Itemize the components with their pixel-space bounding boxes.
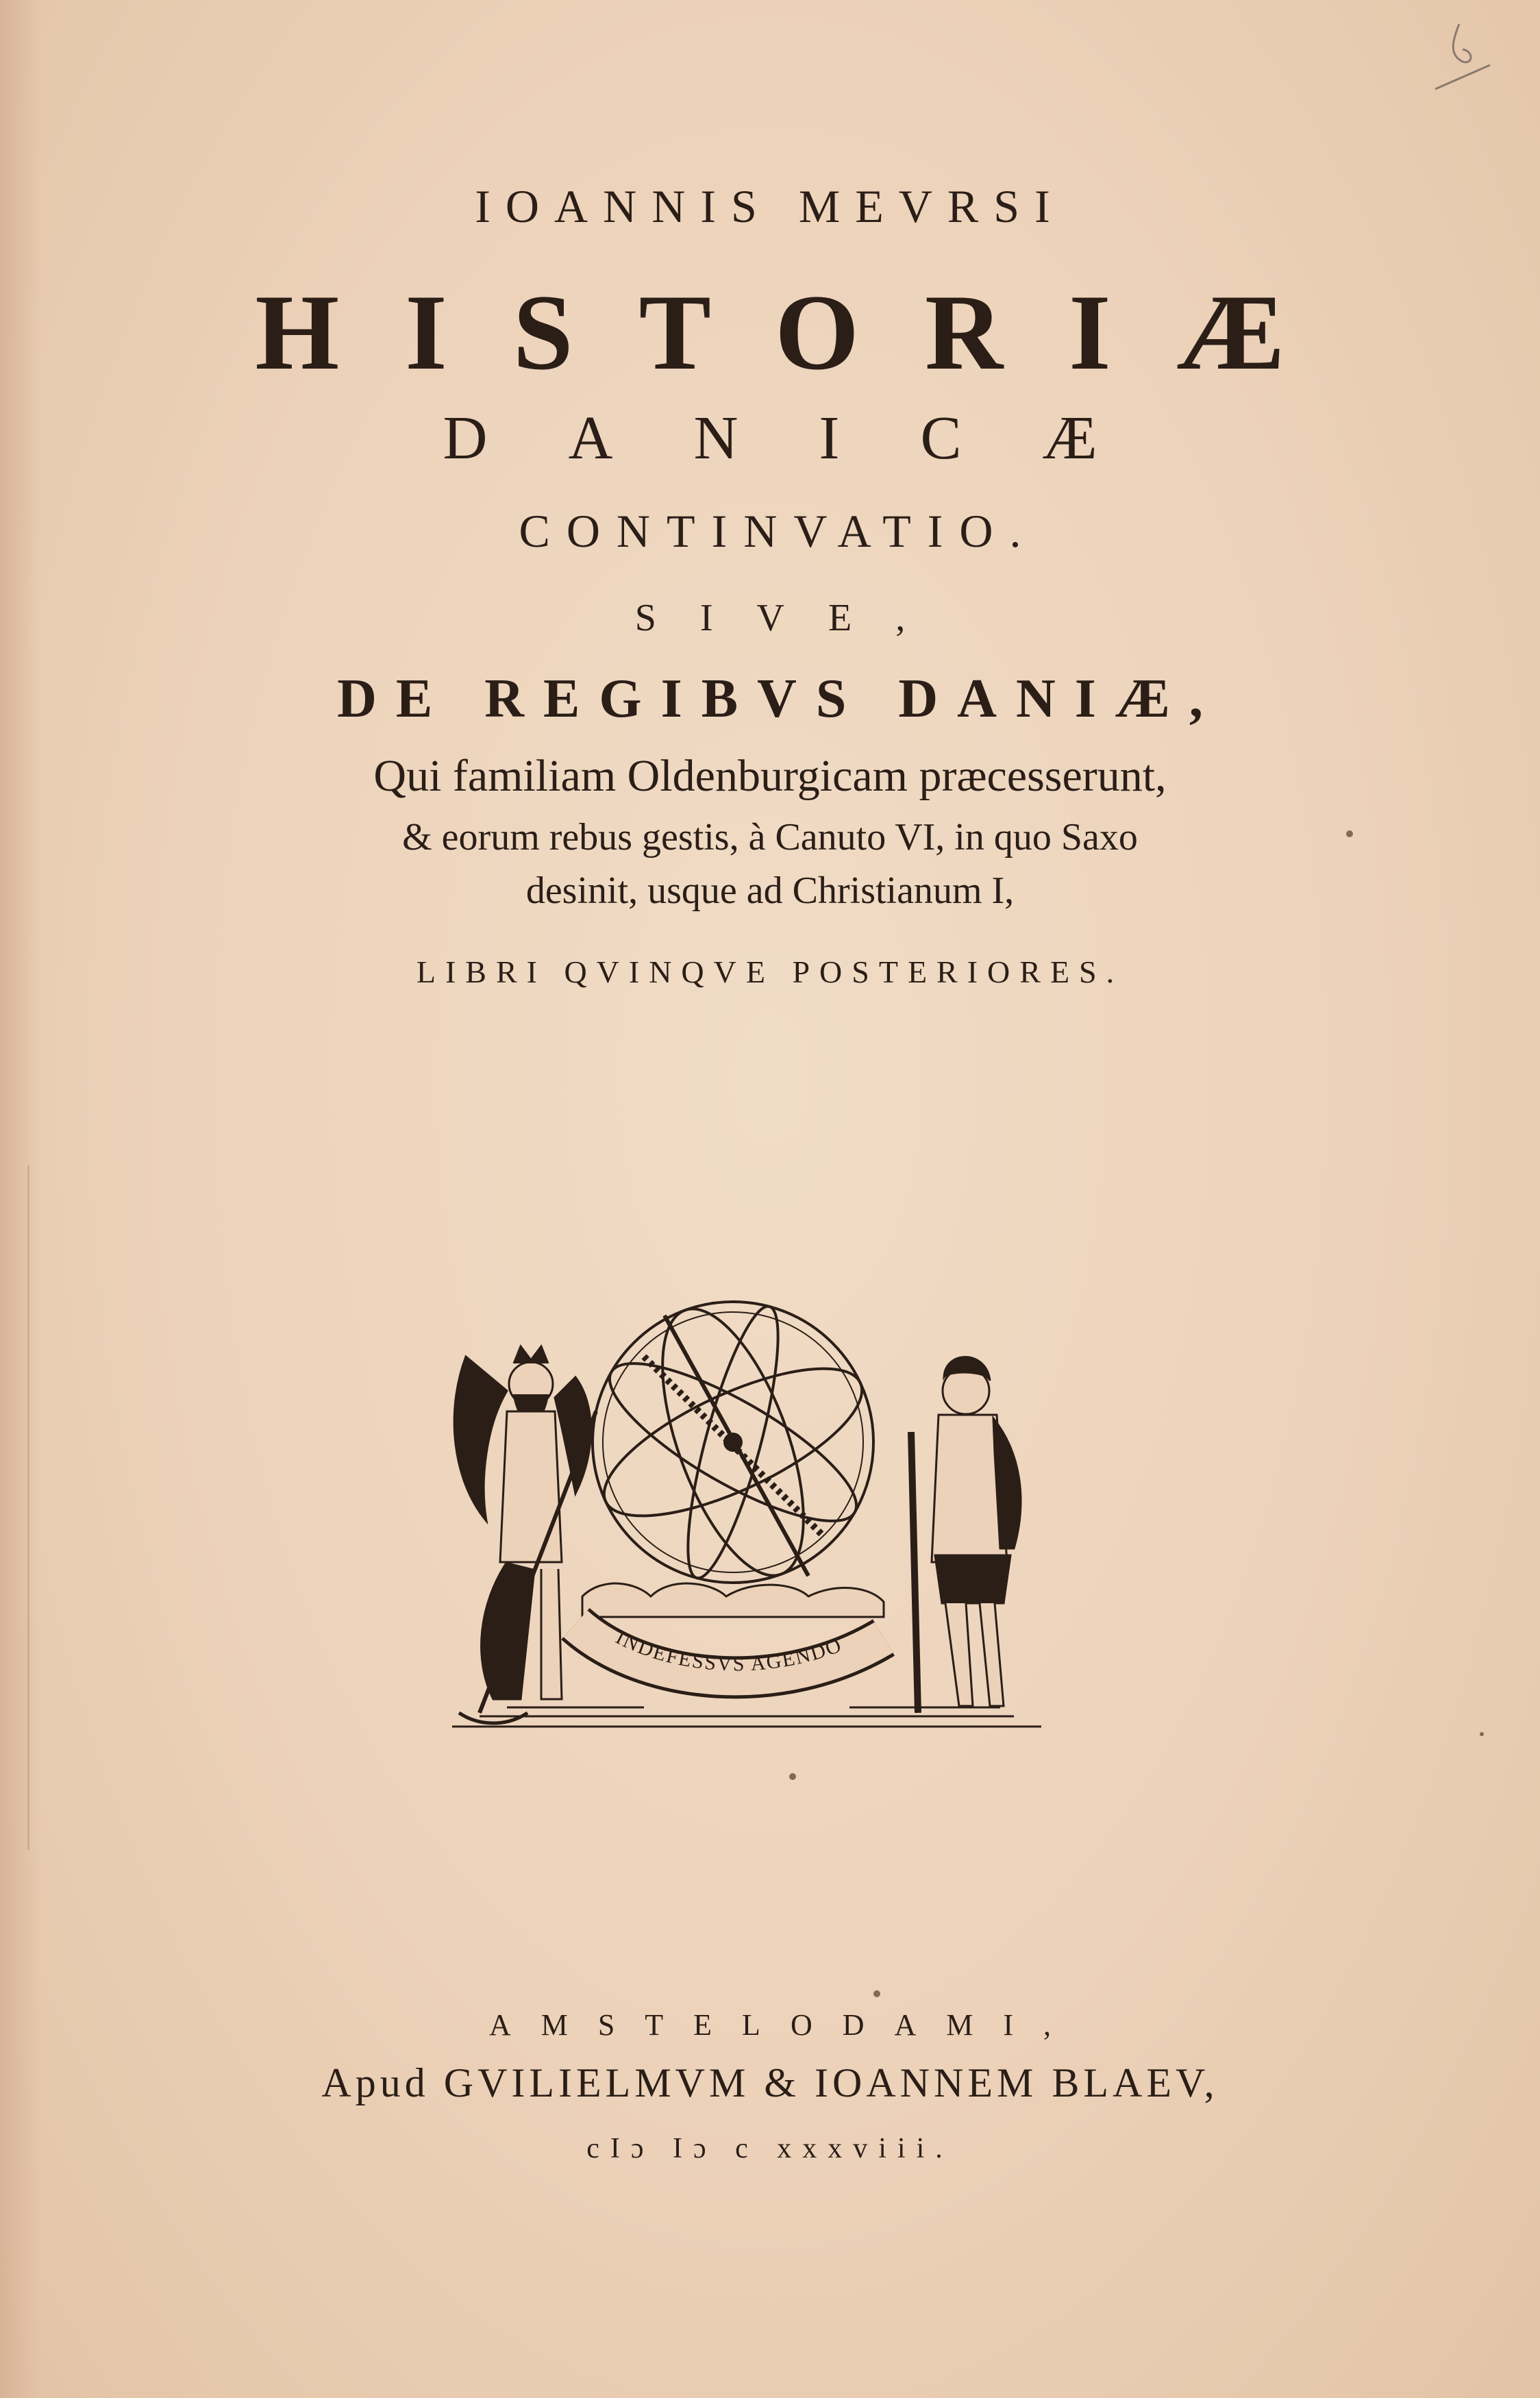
imprint-date: cIɔ Iɔ c xxxviii. bbox=[586, 2133, 954, 2164]
main-title: HISTORIÆ bbox=[255, 273, 1351, 393]
author-name: IOANNIS MEVRSI bbox=[475, 180, 1065, 232]
main-title-line3: CONTINVATIO. bbox=[519, 505, 1038, 557]
winged-figure-icon bbox=[454, 1346, 596, 1723]
ground-hatching bbox=[452, 1707, 1041, 1727]
foxing-spot bbox=[789, 1773, 796, 1780]
printer-device-emblem bbox=[438, 1274, 1055, 1740]
foxing-spot bbox=[873, 1990, 880, 1997]
imprint-printers: Apud GVILIELMVM & IOANNEM BLAEV, bbox=[321, 2060, 1219, 2105]
standing-figure-icon bbox=[911, 1357, 1021, 1713]
description-line-1: Qui familiam Oldenburgicam præcesserunt, bbox=[373, 751, 1167, 801]
description-line-3: desinit, usque ad Christianum I, bbox=[525, 869, 1015, 912]
imprint-place: AMSTELODAMI, bbox=[488, 2008, 1082, 2042]
pencil-mark bbox=[1432, 14, 1493, 96]
books-note: LIBRI QVINQVE POSTERIORES. bbox=[416, 954, 1124, 989]
subtitle: DE REGIBVS DANIÆ, bbox=[337, 669, 1222, 729]
foxing-spot bbox=[1480, 1732, 1484, 1736]
cloud-shape bbox=[582, 1583, 884, 1617]
armillary-sphere-icon bbox=[586, 1291, 881, 1593]
page-fold-line bbox=[27, 1165, 29, 1850]
title-connector: SIVE, bbox=[634, 597, 949, 639]
motto-text: INDEFESSVS AGENDO bbox=[612, 1626, 845, 1676]
main-title-line2: DANICÆ bbox=[443, 404, 1178, 472]
description-line-2: & eorum rebus gestis, à Canuto VI, in quo Saxo bbox=[402, 816, 1138, 858]
foxing-spot bbox=[1346, 830, 1353, 837]
